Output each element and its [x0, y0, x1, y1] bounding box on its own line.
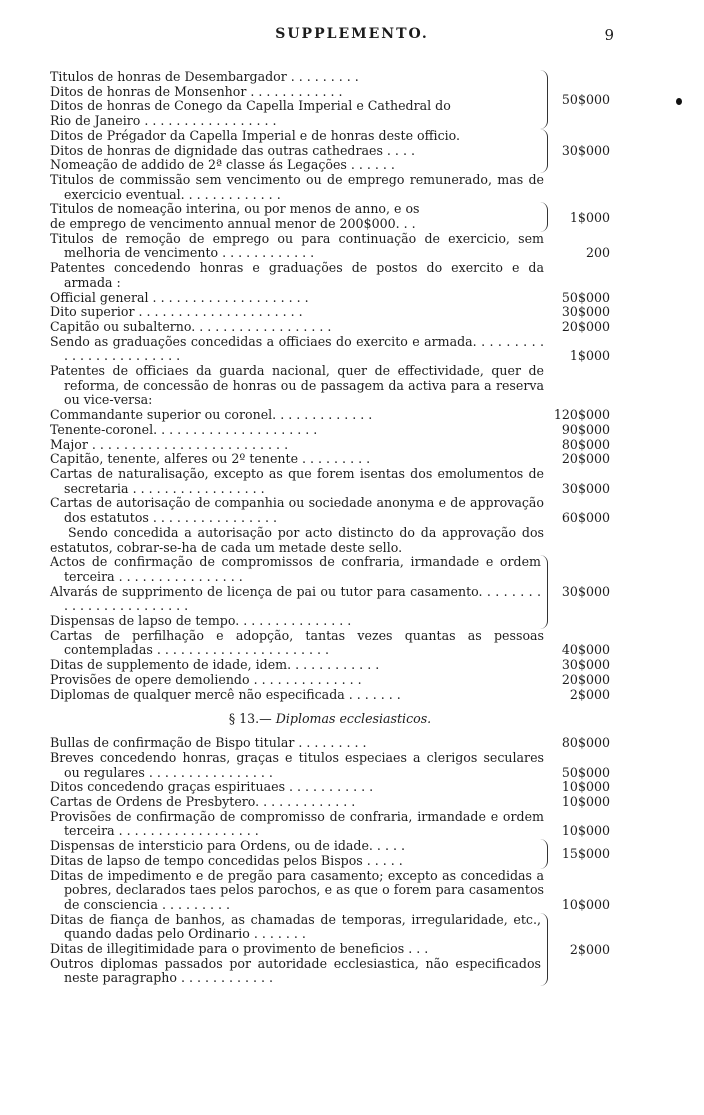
entry-amount: 80$000	[561, 436, 610, 452]
entry-text: Ditos de honras de Conego da Capella Imperial e Cathedral do	[50, 98, 451, 114]
entry-amount: 30$000	[561, 480, 610, 496]
entry-amount: 10$000	[561, 779, 610, 795]
entry-text: Bullas de confirmação de Bispo titular . . . . . . . . .	[50, 735, 367, 751]
page-header	[0, 26, 704, 46]
entry-amount: 50$000	[561, 91, 610, 107]
entry-text: Official general . . . . . . . . . . . . . . . . . . . .	[50, 289, 309, 305]
entry-text: Provisões de confirmação de compromisso de confraria, irmandade e ordem terceira . . . . . . . . . . . . . . . . . .	[50, 808, 544, 839]
entry-text: Ditos de honras de dignidade das outras cathedraes . . . .	[50, 142, 415, 158]
tariff-entry	[50, 320, 610, 335]
entry-amount: 30$000	[561, 304, 610, 320]
entry-amount: 2$000	[569, 686, 610, 702]
note-text: Sendo concedida a autorisação por acto distincto do da approvação dos estatutos, cobrar-se-ha de cada um metade deste sello.	[50, 524, 544, 555]
tariff-entry	[50, 869, 610, 913]
tariff-entry	[50, 496, 610, 525]
entry-text: Ditas de illegitimidade para o provimento de beneficios . . .	[50, 941, 429, 957]
entry-amount: 90$000	[561, 421, 610, 437]
tariff-entry	[50, 232, 610, 261]
entry-text: Dito superior . . . . . . . . . . . . . . . . . . . . .	[50, 304, 303, 320]
entry-amount: 20$000	[561, 671, 610, 687]
entry-amount: 60$000	[561, 510, 610, 526]
entry-text: Cartas de autorisação de companhia ou sociedade anonyma e de approvação dos estatutos . . . . . . . . . . . . . . . .	[50, 495, 544, 526]
entry-text: Ditas de supplemento de idade, idem. . . . . . . . . . . .	[50, 657, 380, 673]
entry-text: Titulos de nomeação interina, ou por menos de anno, e os	[50, 201, 420, 217]
entry-text: Cartas de perfilhação e adopção, tantas vezes quantas as pessoas contempladas . . . . . . . . . . . . . . . . . . . . . .	[50, 627, 544, 658]
grouped-entries	[50, 202, 610, 231]
entry-text: Actos de confirmação de compromissos de confraria, irmandade e ordem terceira . . . . . . . . . . . . . . . .	[50, 554, 541, 584]
entry-text: Patentes de officiaes da guarda nacional, quer de effectividade, quer de reforma, de concessão de honras ou de passagem da activa para a reserva ou vice-versa:	[50, 363, 544, 408]
entry-text: Tenente-coronel. . . . . . . . . . . . . . . . . . . . .	[50, 421, 318, 437]
tariff-list	[50, 70, 610, 986]
entry-amount: 10$000	[561, 823, 610, 839]
tariff-entry	[50, 364, 610, 408]
entry-text: Ditas de fiança de banhos, as chamadas de temporas, irregularidade, etc., quando dadas pelo Ordinario . . . . . . .	[50, 911, 541, 942]
entry-text: Patentes concedendo honras e graduações de postos do exercito e da armada :	[50, 260, 544, 290]
entry-amount: 40$000	[561, 642, 610, 658]
tariff-entry	[50, 688, 610, 703]
tariff-entry	[50, 658, 610, 673]
grouped-entries	[50, 70, 610, 129]
grouped-entries	[50, 129, 610, 173]
entry-amount: 200	[585, 245, 610, 261]
ink-mark	[676, 98, 682, 105]
entry-text: Breves concedendo honras, graças e titulos especiaes a clerigos seculares ou regulares . . . . . . . . . . . . . . . .	[50, 749, 544, 780]
tariff-entry	[50, 335, 610, 364]
entry-amount: 2$000	[569, 941, 610, 957]
tariff-entry	[50, 291, 610, 306]
entry-text: Major . . . . . . . . . . . . . . . . . . . . . . . . .	[50, 436, 289, 452]
entry-text: Dispensas de intersticio para Ordens, ou de idade. . . . .	[50, 838, 405, 854]
tariff-entry	[50, 795, 610, 810]
tariff-entry	[50, 736, 610, 751]
page-number: 9	[604, 26, 614, 44]
entry-text: Ditas de impedimento e de pregão para casamento; excepto as concedidas a pobres, declarados taes pelos parochos, e as que o forem para casamentos de consciencia . . . . . . . . .	[50, 867, 544, 912]
tariff-entry	[50, 408, 610, 423]
section-title: Diplomas ecclesiasticos.	[275, 711, 432, 727]
entry-text: Ditos de honras de Monsenhor . . . . . . . . . . . .	[50, 83, 343, 99]
entry-amount: 10$000	[561, 896, 610, 912]
entry-amount: 30$000	[561, 584, 610, 600]
grouped-entries	[50, 913, 610, 987]
entry-text: Cartas de Ordens de Presbytero. . . . . . . . . . . . .	[50, 794, 356, 810]
entry-text: Provisões de opere demoliendo . . . . . . . . . . . . . .	[50, 671, 362, 687]
entry-amount: 20$000	[561, 318, 610, 334]
grouped-entries	[50, 555, 610, 629]
entry-amount: 1$000	[569, 348, 610, 364]
entry-text: de emprego de vencimento annual menor de 200$000. . .	[50, 216, 416, 232]
entry-text: Titulos de remoção de emprego ou para continuação de exercicio, sem melhoria de vencimento . . . . . . . . . . . .	[50, 230, 544, 261]
entry-text: Commandante superior ou coronel. . . . . . . . . . . . .	[50, 407, 373, 423]
entry-amount: 20$000	[561, 451, 610, 467]
section-heading	[50, 711, 610, 726]
entry-text: Ditos concedendo graças espirituaes . . . . . . . . . . .	[50, 779, 374, 795]
entry-amount: 50$000	[561, 289, 610, 305]
entry-text: Sendo as graduações concedidas a officiaes do exercito e armada. . . . . . . . . . . . . . . . . . . . . . . .	[50, 333, 544, 364]
tariff-entry	[50, 467, 610, 496]
entry-amount: 30$000	[561, 143, 610, 159]
entry-text: Cartas de naturalisação, excepto as que forem isentas dos emolumentos de secretaria . . . . . . . . . . . . . . . . .	[50, 465, 544, 496]
entry-text: Outros diplomas passados por autoridade ecclesiastica, não especificados neste paragrapho . . . . . . . . . . . .	[50, 955, 541, 986]
tariff-entry	[50, 261, 610, 290]
grouped-entries	[50, 839, 610, 868]
entry-amount: 10$000	[561, 794, 610, 810]
tariff-entry	[50, 423, 610, 438]
page-title: SUPPLEMENTO.	[275, 26, 429, 42]
entry-amount: 80$000	[561, 735, 610, 751]
tariff-entry	[50, 438, 610, 453]
entry-text: Titulos de commissão sem vencimento ou de emprego remunerado, mas de exercicio eventual. . . . . . . . . . . . .	[50, 171, 544, 202]
tariff-entry	[50, 452, 610, 467]
entry-amount: 50$000	[561, 764, 610, 780]
tariff-entry	[50, 780, 610, 795]
entry-amount: 30$000	[561, 657, 610, 673]
tariff-entry	[50, 751, 610, 780]
entry-text: Ditos de Prégador da Capella Imperial e de honras deste officio.	[50, 127, 461, 143]
entry-amount: 15$000	[561, 846, 610, 862]
tariff-entry	[50, 810, 610, 839]
entry-text: Titulos de honras de Desembargador . . . . . . . . .	[50, 69, 359, 84]
entry-text: Capitão ou subalterno. . . . . . . . . . . . . . . . . .	[50, 318, 332, 334]
entry-text: Diplomas de qualquer mercê não especificada . . . . . . .	[50, 686, 401, 702]
entry-text: Dispensas de lapso de tempo. . . . . . . . . . . . . . .	[50, 613, 352, 629]
tariff-entry	[50, 629, 610, 658]
entry-text: Alvarás de supprimento de licença de pai ou tutor para casamento. . . . . . . . . . . . . . . . . . . . . . . .	[50, 583, 541, 614]
entry-amount: 1$000	[569, 209, 610, 225]
section-number: § 13.—	[228, 711, 276, 727]
tariff-entry	[50, 673, 610, 688]
tariff-entry	[50, 305, 610, 320]
entry-text: Ditas de lapso de tempo concedidas pelos Bispos . . . . .	[50, 852, 403, 868]
entry-amount: 120$000	[553, 407, 610, 423]
entry-text: Rio de Janeiro . . . . . . . . . . . . . . . . .	[50, 113, 277, 129]
entry-text: Capitão, tenente, alferes ou 2º tenente . . . . . . . . .	[50, 451, 371, 467]
entry-text: Nomeação de addido de 2ª classe ás Legações . . . . . .	[50, 157, 395, 173]
tariff-entry	[50, 173, 610, 202]
